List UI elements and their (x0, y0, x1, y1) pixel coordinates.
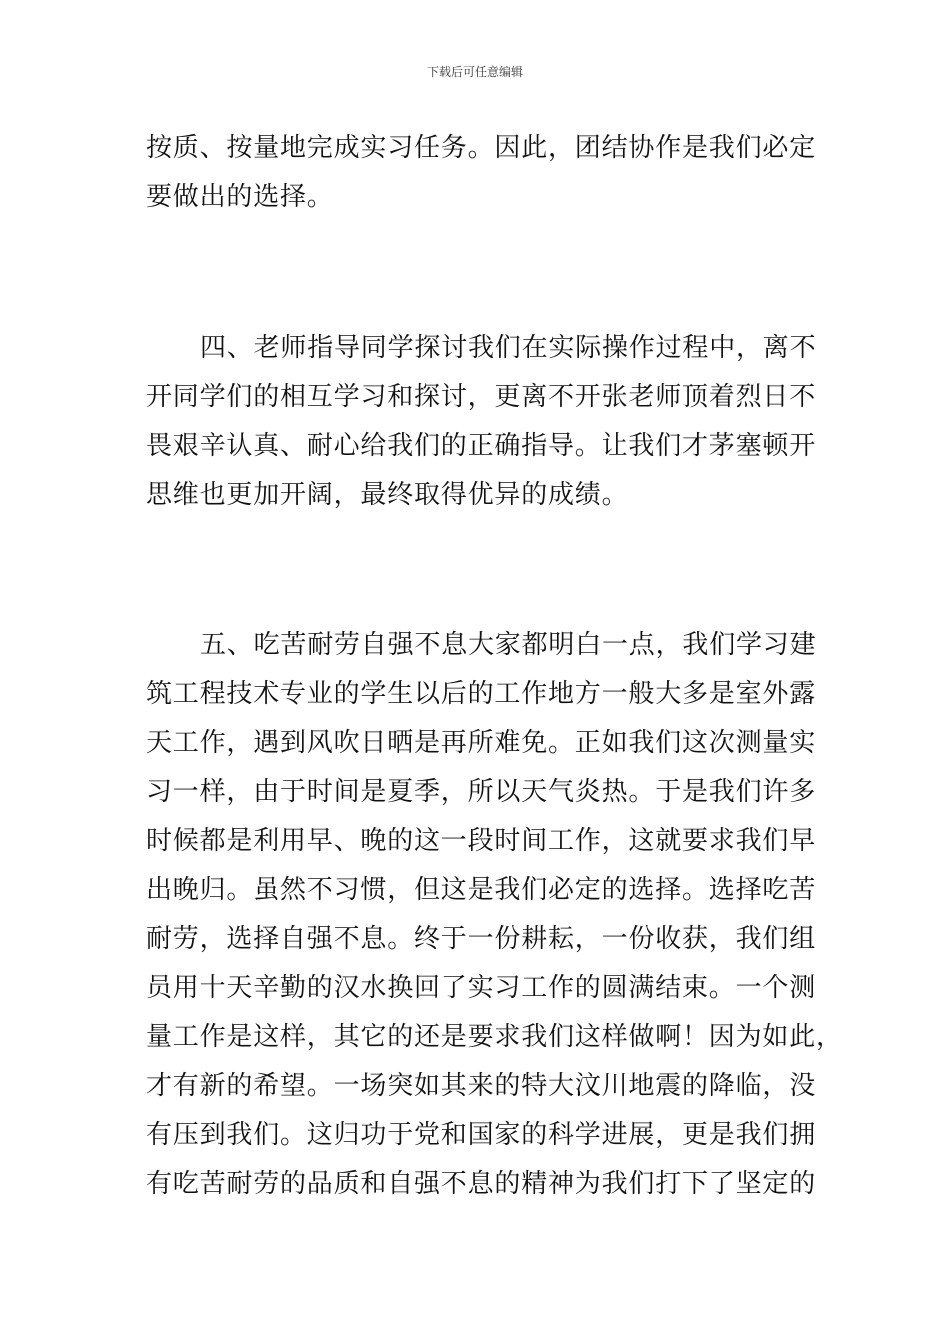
text-line: 习一样，由于时间是夏季，所以天气炎热。于是我们许多 (146, 777, 817, 807)
text-line: 时候都是利用早、晚的这一段时间工作，这就要求我们早 (146, 826, 817, 856)
text-line: 畏艰辛认真、耐心给我们的正确指导。让我们才茅塞顿开 (146, 431, 817, 461)
text-line: 出晚归。虽然不习惯，但这是我们必定的选择。选择吃苦 (146, 875, 817, 905)
text-line: 开同学们的相互学习和探讨，更离不开张老师顶着烈日不 (146, 382, 817, 412)
text-line: 筑工程技术专业的学生以后的工作地方一般大多是室外露 (146, 679, 817, 709)
text-line: 耐劳，选择自强不息。终于一份耕耘，一份收获，我们组 (146, 924, 817, 954)
paragraph-teacher-guidance (146, 324, 817, 520)
text-line: 有吃苦耐劳的品质和自强不息的精神为我们打下了坚定的 (146, 1169, 817, 1199)
text-line: 有压到我们。这归功于党和国家的科学进展，更是我们拥 (146, 1120, 817, 1150)
text-line: 要做出的选择。 (146, 182, 334, 212)
text-line: 员用十天辛勤的汉水换回了实习工作的圆满结束。一个测 (146, 973, 817, 1003)
text-line: 量工作是这样，其它的还是要求我们这样做啊！因为如此， (146, 1022, 843, 1052)
text-line: 思维也更加开阔，最终取得优异的成绩。 (146, 480, 629, 510)
text-line: 四、老师指导同学探讨我们在实际操作过程中，离不 (200, 333, 817, 363)
text-line: 天工作，遇到风吹日晒是再所难免。正如我们这次测量实 (146, 728, 817, 758)
text-line: 才有新的希望。一场突如其来的特大汶川地震的降临，没 (146, 1071, 817, 1101)
page-header: 下载后可任意编辑 (426, 65, 523, 79)
paragraph-hard-work (146, 621, 843, 1209)
text-line: 五、吃苦耐劳自强不息大家都明白一点，我们学习建 (200, 630, 817, 660)
paragraph-teamwork-conclusion (146, 124, 817, 222)
text-line: 按质、按量地完成实习任务。因此，团结协作是我们必定 (146, 133, 817, 163)
